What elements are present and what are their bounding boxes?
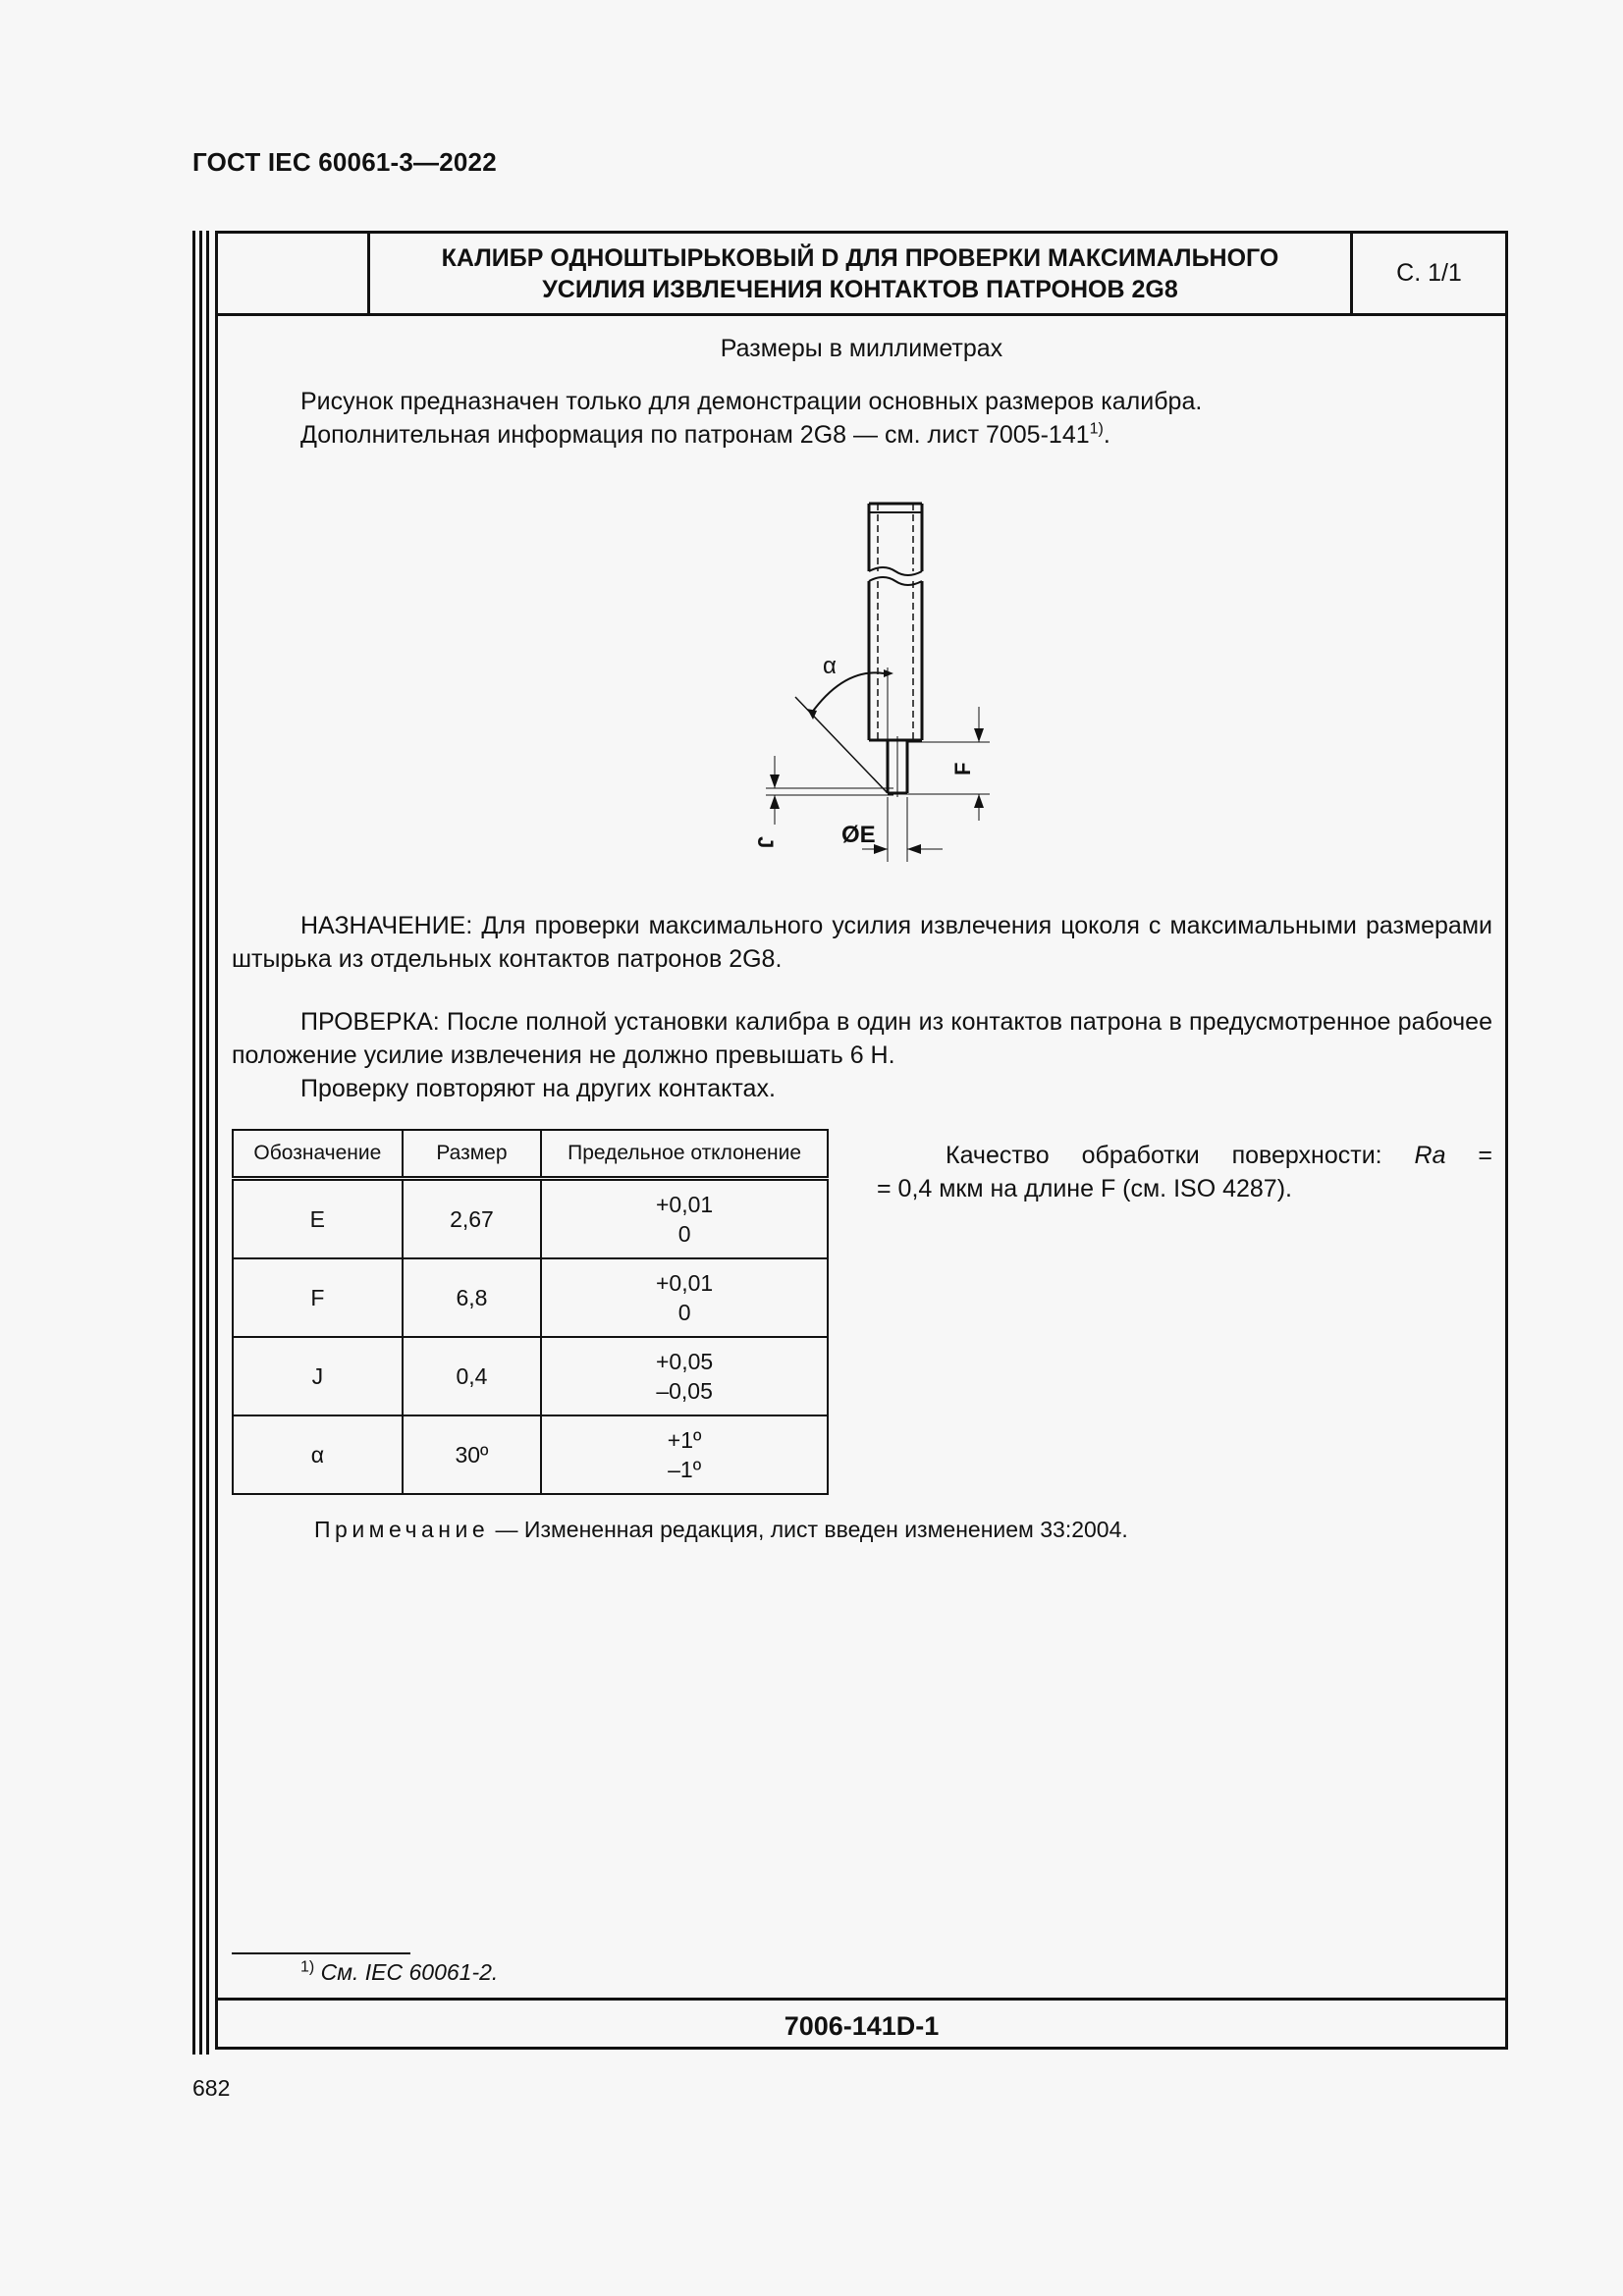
cell-tolerance: [541, 1337, 828, 1415]
sheet-title-line1: КАЛИБР ОДНОШТЫРЬКОВЫЙ D ДЛЯ ПРОВЕРКИ МАКСИМАЛЬНОГО: [441, 243, 1279, 272]
label-E: ØE: [841, 822, 876, 848]
gauge-drawing: [746, 491, 1001, 874]
sheet-index: С. 1/1: [1350, 234, 1505, 313]
title-empty-cell: [218, 234, 370, 313]
surface-line1-eq: =: [1445, 1142, 1493, 1169]
column-header-size: Размер: [403, 1130, 542, 1179]
footnote: [300, 1959, 498, 1986]
tolerance-upper: +0,01: [656, 1192, 714, 1217]
note: [314, 1517, 1128, 1543]
cell-tolerance: [541, 1415, 828, 1494]
cell-tolerance: [541, 1258, 828, 1337]
margin-rule: [192, 231, 195, 2055]
gauge-shank: [869, 504, 922, 740]
intro-line2-text: Дополнительная информация по патронам 2G8 — см. лист 7005-141: [300, 421, 1090, 449]
cell-size: 2,67: [403, 1179, 542, 1259]
cell-symbol: J: [233, 1337, 403, 1415]
footnote-marker: 1): [300, 1958, 315, 1976]
surface-line2: = 0,4 мкм на длине F (см. ISO 4287).: [877, 1175, 1292, 1202]
purpose-text: Для проверки максимального усилия извлечения цоколя с максимальными размерами штырька из отдельных контактов патронов 2G8.: [232, 912, 1492, 973]
table-row: [233, 1337, 828, 1415]
table-row: [233, 1258, 828, 1337]
label-F: F: [950, 762, 975, 775]
tolerance-lower: –0,05: [656, 1378, 713, 1404]
purpose-paragraph: [232, 909, 1492, 976]
sheet-title: [370, 234, 1350, 313]
tolerance-lower: –1º: [668, 1457, 702, 1482]
cell-symbol: α: [233, 1415, 403, 1494]
column-header-symbol: Обозначение: [233, 1130, 403, 1179]
intro-line2-end: .: [1103, 421, 1110, 449]
title-block: [218, 234, 1505, 316]
label-alpha: α: [823, 653, 837, 679]
tolerance-upper: +1º: [667, 1427, 702, 1453]
tolerance-upper: +0,01: [656, 1270, 714, 1296]
purpose-label: НАЗНАЧЕНИЕ:: [300, 912, 473, 939]
bottom-rule: [215, 1998, 1508, 2001]
standard-header: ГОСТ IEC 60061-3—2022: [192, 147, 497, 177]
dimension-E: [841, 797, 943, 862]
cell-tolerance: [541, 1179, 828, 1259]
tolerance-upper: +0,05: [656, 1349, 714, 1374]
table-row: [233, 1179, 828, 1259]
dimension-F: [907, 707, 990, 821]
cell-size: 6,8: [403, 1258, 542, 1337]
sheet-title-line2: УСИЛИЯ ИЗВЛЕЧЕНИЯ КОНТАКТОВ ПАТРОНОВ 2G8: [542, 275, 1178, 303]
surface-roughness-symbol: Ra: [1414, 1142, 1446, 1169]
footnote-rule: [232, 1952, 410, 1954]
sheet-code: 7006-141D-1: [784, 2010, 940, 2041]
footnote-text: См. IEC 60061-2.: [320, 1959, 499, 1985]
margin-rule: [206, 231, 209, 2055]
dimensions-table: [232, 1129, 829, 1495]
check-repeat: Проверку повторяют на других контактах.: [300, 1075, 776, 1102]
check-paragraph: [232, 1005, 1492, 1072]
cell-symbol: F: [233, 1258, 403, 1337]
margin-rule: [199, 231, 202, 2055]
footnote-ref: 1): [1089, 420, 1104, 438]
intro-line2: [300, 418, 1202, 452]
surface-line1: [877, 1139, 1492, 1172]
note-text: — Измененная редакция, лист введен изменением 33:2004.: [489, 1517, 1128, 1542]
check-text: После полной установки калибра в один из контактов патрона в предусмотренное рабочее положение усилие извлечения не должно превышать 6 Н.: [232, 1008, 1492, 1069]
label-J: J: [753, 836, 778, 849]
angle-alpha-dimension: [795, 653, 893, 793]
page-number: 682: [192, 2075, 231, 2101]
tolerance-lower: 0: [677, 1221, 691, 1247]
cell-size: 30º: [403, 1415, 542, 1494]
surface-line1-text: Качество обработки поверхности:: [946, 1142, 1415, 1169]
tolerance-lower: 0: [677, 1300, 691, 1325]
cell-symbol: E: [233, 1179, 403, 1259]
table-row: [233, 1415, 828, 1494]
table-header-row: [233, 1130, 828, 1179]
surface-quality: [877, 1139, 1492, 1205]
column-header-tolerance: Предельное отклонение: [541, 1130, 828, 1179]
intro-line1: Рисунок предназначен только для демонстрации основных размеров калибра.: [300, 388, 1203, 415]
intro-text: [300, 385, 1202, 452]
cell-size: 0,4: [403, 1337, 542, 1415]
units-note: Размеры в миллиметрах: [720, 335, 1003, 362]
check-label: ПРОВЕРКА:: [300, 1008, 440, 1036]
note-label: Примечание: [314, 1517, 490, 1542]
